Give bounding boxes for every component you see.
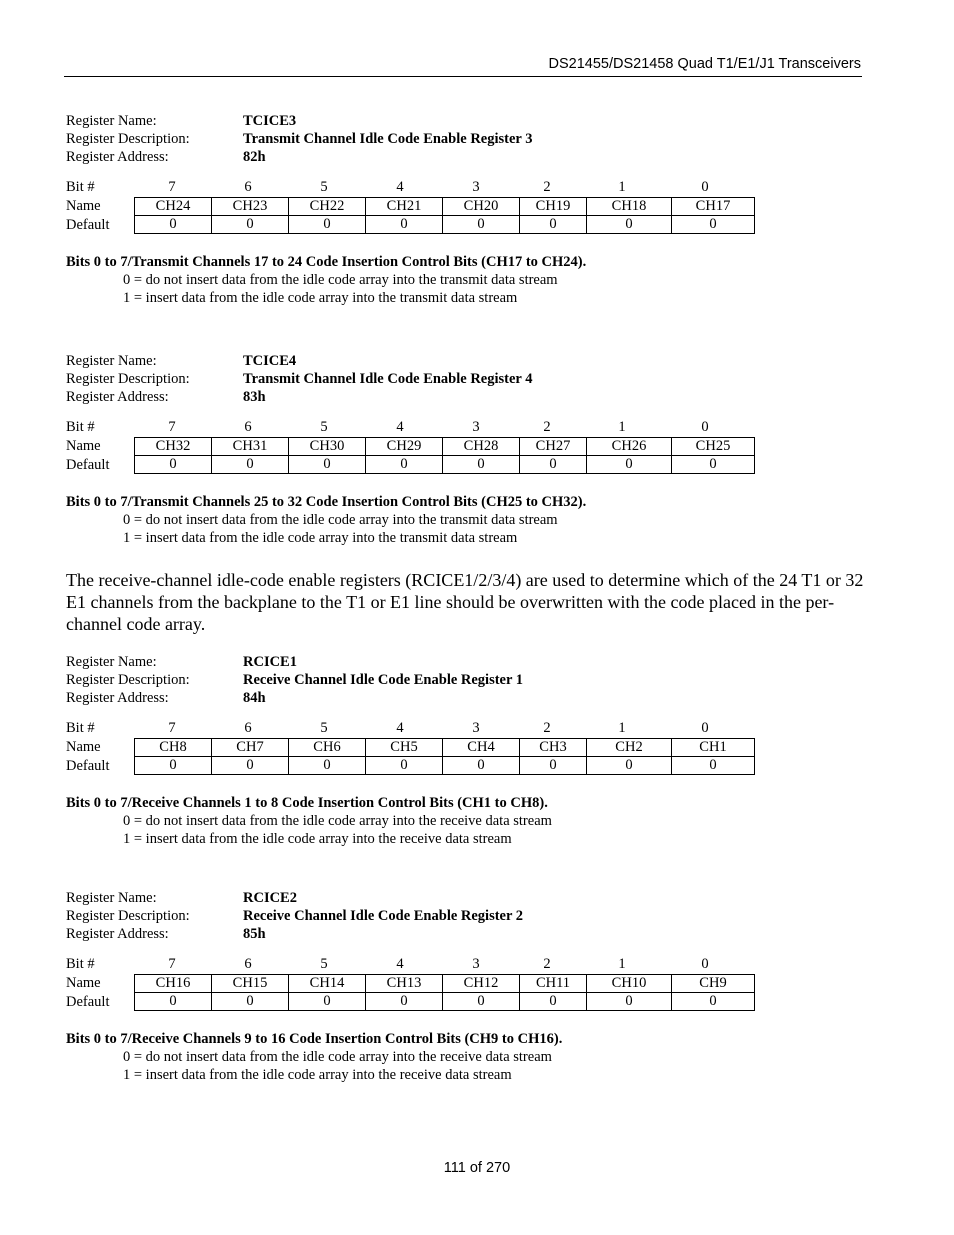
bit-default-cell: 0: [443, 216, 520, 234]
bit-number: 2: [543, 179, 551, 195]
bit-number: 4: [396, 956, 404, 972]
bit-name-cell: CH21: [366, 198, 443, 216]
register-name-value: RCICE2: [243, 890, 297, 906]
bit-name-label: Name: [66, 975, 101, 991]
bit-number: 2: [543, 419, 551, 435]
bit-number: 7: [168, 179, 176, 195]
bit-default-cell: 0: [366, 757, 443, 775]
bits-description-line: 1 = insert data from the idle code array into the transmit data stream: [123, 530, 518, 546]
bit-default-cell: 0: [135, 757, 212, 775]
bit-number: 4: [396, 179, 404, 195]
bit-default-cell: 0: [212, 216, 289, 234]
bit-number-label: Bit #: [66, 419, 95, 435]
register-address-value: 83h: [243, 389, 266, 405]
bit-name-cell: CH24: [135, 198, 212, 216]
bit-name-cell: CH9: [672, 975, 755, 993]
bit-default-cell: 0: [212, 456, 289, 474]
bit-name-cell: CH2: [587, 739, 672, 757]
bit-number: 1: [618, 419, 626, 435]
bit-name-row: [135, 739, 755, 757]
bit-table: [134, 974, 755, 1011]
bit-name-cell: CH28: [443, 438, 520, 456]
register-description-value: Transmit Channel Idle Code Enable Register 4: [243, 371, 533, 387]
bit-number: 5: [320, 956, 328, 972]
document-header-title: DS21455/DS21458 Quad T1/E1/J1 Transceivers: [548, 56, 861, 72]
bit-name-cell: CH15: [212, 975, 289, 993]
bit-name-cell: CH10: [587, 975, 672, 993]
register-name-label: Register Name:: [66, 113, 157, 129]
register-block-tcice4: [66, 352, 866, 546]
bits-description-line: 0 = do not insert data from the idle code array into the receive data stream: [123, 813, 552, 829]
bit-default-cell: 0: [366, 993, 443, 1011]
bit-default-cell: 0: [289, 993, 366, 1011]
bit-default-cell: 0: [212, 993, 289, 1011]
bit-name-cell: CH8: [135, 739, 212, 757]
bit-default-label: Default: [66, 457, 110, 473]
bit-name-cell: CH1: [672, 739, 755, 757]
bits-description: [66, 794, 866, 848]
bit-name-cell: CH26: [587, 438, 672, 456]
bit-name-cell: CH31: [212, 438, 289, 456]
bit-default-label: Default: [66, 994, 110, 1010]
bit-default-cell: 0: [672, 993, 755, 1011]
bits-description-line: 0 = do not insert data from the idle code array into the receive data stream: [123, 1049, 552, 1065]
bit-default-cell: 0: [587, 757, 672, 775]
bit-number: 5: [320, 179, 328, 195]
bits-description-title: Bits 0 to 7/Transmit Channels 25 to 32 Code Insertion Control Bits (CH25 to CH32).: [66, 494, 587, 510]
bit-number-label: Bit #: [66, 179, 95, 195]
bit-name-cell: CH14: [289, 975, 366, 993]
bit-name-cell: CH3: [520, 739, 587, 757]
bit-name-cell: CH13: [366, 975, 443, 993]
bit-table: [134, 197, 755, 234]
bit-name-cell: CH12: [443, 975, 520, 993]
bit-map: [66, 418, 766, 475]
bit-name-cell: CH32: [135, 438, 212, 456]
register-block-tcice3: [66, 112, 866, 306]
bit-default-cell: 0: [520, 757, 587, 775]
bit-name-cell: CH20: [443, 198, 520, 216]
register-address-label: Register Address:: [66, 690, 169, 706]
register-description-label: Register Description:: [66, 672, 190, 688]
bit-number: 2: [543, 956, 551, 972]
bit-name-cell: CH17: [672, 198, 755, 216]
bit-default-cell: 0: [366, 216, 443, 234]
bit-name-cell: CH4: [443, 739, 520, 757]
bit-name-cell: CH27: [520, 438, 587, 456]
register-description-value: Transmit Channel Idle Code Enable Register 3: [243, 131, 533, 147]
bit-default-cell: 0: [520, 993, 587, 1011]
bits-description-title: Bits 0 to 7/Receive Channels 9 to 16 Code Insertion Control Bits (CH9 to CH16).: [66, 1031, 563, 1047]
bit-number: 2: [543, 720, 551, 736]
header-divider: [64, 76, 862, 77]
bit-number: 4: [396, 419, 404, 435]
register-address-label: Register Address:: [66, 149, 169, 165]
bit-default-cell: 0: [520, 456, 587, 474]
bit-number: 1: [618, 956, 626, 972]
bit-default-row: [135, 456, 755, 474]
bit-default-cell: 0: [443, 456, 520, 474]
bit-default-cell: 0: [289, 757, 366, 775]
register-name-value: RCICE1: [243, 654, 297, 670]
register-block-rcice1: [66, 653, 866, 847]
bit-name-cell: CH29: [366, 438, 443, 456]
bit-number: 7: [168, 956, 176, 972]
bit-name-cell: CH22: [289, 198, 366, 216]
bit-number: 1: [618, 720, 626, 736]
bit-number: 0: [701, 179, 709, 195]
register-description-label: Register Description:: [66, 371, 190, 387]
register-name-label: Register Name:: [66, 654, 157, 670]
bit-name-cell: CH25: [672, 438, 755, 456]
bit-number-label: Bit #: [66, 956, 95, 972]
register-name-label: Register Name:: [66, 890, 157, 906]
bit-name-cell: CH19: [520, 198, 587, 216]
register-name-value: TCICE4: [243, 353, 297, 369]
bit-number: 7: [168, 720, 176, 736]
bit-name-cell: CH7: [212, 739, 289, 757]
bit-default-cell: 0: [443, 993, 520, 1011]
register-address-value: 82h: [243, 149, 266, 165]
register-name-value: TCICE3: [243, 113, 297, 129]
register-address-value: 85h: [243, 926, 266, 942]
bit-default-label: Default: [66, 217, 110, 233]
bit-default-cell: 0: [135, 456, 212, 474]
register-description-label: Register Description:: [66, 908, 190, 924]
bit-name-cell: CH5: [366, 739, 443, 757]
bit-table: [134, 437, 755, 474]
bit-default-cell: 0: [672, 216, 755, 234]
bit-map: [66, 719, 766, 776]
bit-default-cell: 0: [135, 993, 212, 1011]
bits-description-line: 1 = insert data from the idle code array into the transmit data stream: [123, 290, 518, 306]
register-description-label: Register Description:: [66, 131, 190, 147]
register-description-value: Receive Channel Idle Code Enable Register 2: [243, 908, 524, 924]
bit-number: 5: [320, 720, 328, 736]
bit-name-cell: CH6: [289, 739, 366, 757]
bit-table: [134, 738, 755, 775]
bit-number: 3: [472, 419, 480, 435]
bit-default-cell: 0: [289, 456, 366, 474]
bits-description-line: 0 = do not insert data from the idle code array into the transmit data stream: [123, 272, 558, 288]
bit-name-cell: CH11: [520, 975, 587, 993]
bits-description: [66, 493, 866, 547]
bit-default-cell: 0: [212, 757, 289, 775]
register-address-value: 84h: [243, 690, 266, 706]
bits-description-line: 0 = do not insert data from the idle code array into the transmit data stream: [123, 512, 558, 528]
bit-number: 0: [701, 956, 709, 972]
bit-name-row: [135, 975, 755, 993]
bit-map: [66, 955, 766, 1012]
bit-number: 4: [396, 720, 404, 736]
bit-number: 1: [618, 179, 626, 195]
bit-number: 6: [244, 720, 252, 736]
register-address-label: Register Address:: [66, 926, 169, 942]
bit-map: [66, 178, 766, 235]
bits-description: [66, 1030, 866, 1084]
bits-description-title: Bits 0 to 7/Receive Channels 1 to 8 Code Insertion Control Bits (CH1 to CH8).: [66, 795, 548, 811]
bits-description-line: 1 = insert data from the idle code array into the receive data stream: [123, 831, 512, 847]
bit-name-label: Name: [66, 198, 101, 214]
bit-number: 3: [472, 720, 480, 736]
bit-name-row: [135, 438, 755, 456]
register-address-label: Register Address:: [66, 389, 169, 405]
bit-name-cell: CH18: [587, 198, 672, 216]
body-paragraph: The receive-channel idle-code enable registers (RCICE1/2/3/4) are used to determine which of the 24 T1 or 32 E1 channels from the backplane to the T1 or E1 line should be overwritten with the code placed in the per-channel code array.: [66, 570, 864, 634]
register-name-label: Register Name:: [66, 353, 157, 369]
bits-description-title: Bits 0 to 7/Transmit Channels 17 to 24 Code Insertion Control Bits (CH17 to CH24).: [66, 254, 587, 270]
bit-default-cell: 0: [587, 216, 672, 234]
bit-default-cell: 0: [443, 757, 520, 775]
bit-default-row: [135, 216, 755, 234]
bit-number: 7: [168, 419, 176, 435]
bit-default-label: Default: [66, 758, 110, 774]
bit-default-row: [135, 993, 755, 1011]
bit-number: 3: [472, 179, 480, 195]
bit-default-cell: 0: [672, 456, 755, 474]
bit-number: 6: [244, 419, 252, 435]
bit-default-cell: 0: [520, 216, 587, 234]
bit-number: 0: [701, 720, 709, 736]
register-description-value: Receive Channel Idle Code Enable Register 1: [243, 672, 524, 688]
bit-default-cell: 0: [672, 757, 755, 775]
bits-description: [66, 253, 866, 307]
bits-description-line: 1 = insert data from the idle code array into the receive data stream: [123, 1067, 512, 1083]
bit-number: 6: [244, 956, 252, 972]
bit-number-label: Bit #: [66, 720, 95, 736]
bit-default-cell: 0: [135, 216, 212, 234]
bit-default-cell: 0: [289, 216, 366, 234]
bit-name-label: Name: [66, 438, 101, 454]
bit-name-label: Name: [66, 739, 101, 755]
bit-name-cell: CH30: [289, 438, 366, 456]
bit-name-cell: CH16: [135, 975, 212, 993]
bit-default-cell: 0: [366, 456, 443, 474]
bit-number: 3: [472, 956, 480, 972]
bit-name-row: [135, 198, 755, 216]
bit-number: 5: [320, 419, 328, 435]
bit-name-cell: CH23: [212, 198, 289, 216]
bit-default-row: [135, 757, 755, 775]
register-block-rcice2: [66, 889, 866, 1083]
bit-default-cell: 0: [587, 993, 672, 1011]
bit-number: 6: [244, 179, 252, 195]
page-number: 111 of 270: [443, 1160, 511, 1176]
bit-default-cell: 0: [587, 456, 672, 474]
bit-number: 0: [701, 419, 709, 435]
